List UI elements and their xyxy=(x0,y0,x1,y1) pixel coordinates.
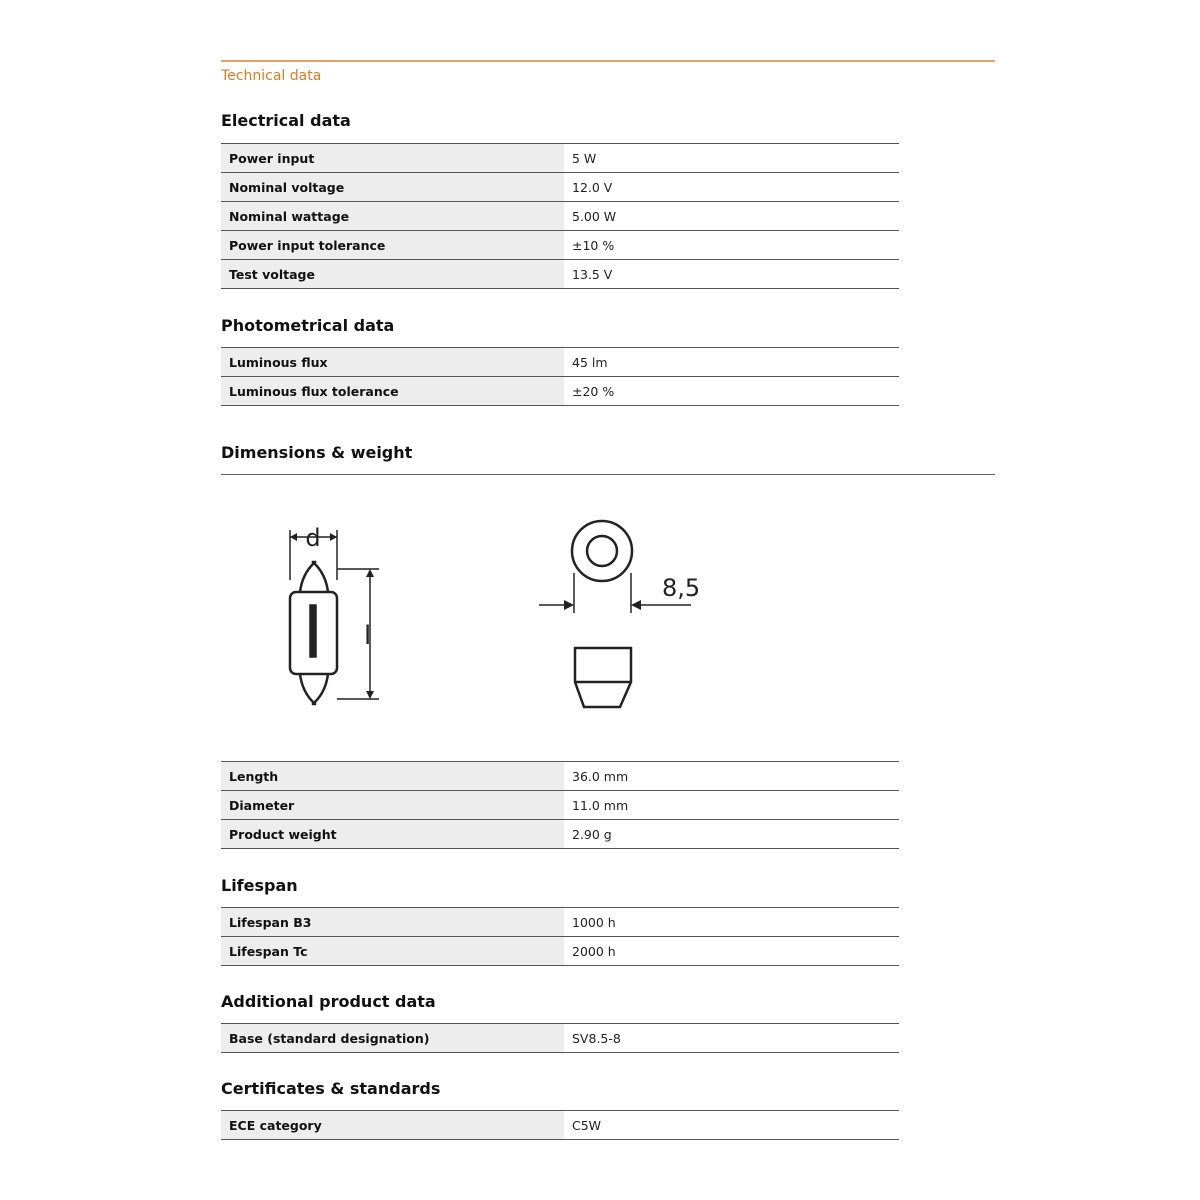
table-row xyxy=(221,908,899,937)
lamp-top-cap xyxy=(300,562,328,592)
lamp-filament xyxy=(310,605,316,657)
section-title-additional: Additional product data xyxy=(221,992,436,1011)
row-label: Diameter xyxy=(221,791,564,820)
section-title-photometrical: Photometrical data xyxy=(221,316,395,335)
table-row xyxy=(221,173,899,202)
table-row xyxy=(221,820,899,849)
row-label: Lifespan Tc xyxy=(221,937,564,966)
lifespan-table xyxy=(221,907,899,966)
dimension-drawing xyxy=(221,480,741,730)
row-value: 1000 h xyxy=(564,908,899,937)
row-label: Power input xyxy=(221,144,564,173)
row-value: ±10 % xyxy=(564,231,899,260)
row-label: Base (standard designation) xyxy=(221,1024,564,1053)
row-label: Product weight xyxy=(221,820,564,849)
table-row xyxy=(221,231,899,260)
table-row xyxy=(221,762,899,791)
table-row xyxy=(221,144,899,173)
row-value: C5W xyxy=(564,1111,899,1140)
table-row xyxy=(221,377,899,406)
row-label: Nominal wattage xyxy=(221,202,564,231)
row-value: SV8.5-8 xyxy=(564,1024,899,1053)
table-row xyxy=(221,202,899,231)
page-title: Technical data xyxy=(221,68,322,84)
row-value: 11.0 mm xyxy=(564,791,899,820)
table-row xyxy=(221,791,899,820)
row-value: ±20 % xyxy=(564,377,899,406)
dimensions-table xyxy=(221,761,899,849)
table-row xyxy=(221,1024,899,1053)
row-label: Length xyxy=(221,762,564,791)
section-title-dimensions: Dimensions & weight xyxy=(221,443,413,462)
row-value: 12.0 V xyxy=(564,173,899,202)
section-title-certificates: Certificates & standards xyxy=(221,1079,441,1098)
section-rule xyxy=(221,474,995,475)
row-label: Test voltage xyxy=(221,260,564,289)
electrical-table xyxy=(221,143,899,289)
diameter-label: d xyxy=(305,524,321,552)
table-row xyxy=(221,260,899,289)
certificates-table xyxy=(221,1110,899,1140)
table-row xyxy=(221,1111,899,1140)
row-label: Nominal voltage xyxy=(221,173,564,202)
row-value: 5.00 W xyxy=(564,202,899,231)
row-value: 2000 h xyxy=(564,937,899,966)
table-row xyxy=(221,937,899,966)
row-label: Power input tolerance xyxy=(221,231,564,260)
header-rule xyxy=(221,60,995,62)
row-label: Lifespan B3 xyxy=(221,908,564,937)
additional-table xyxy=(221,1023,899,1053)
row-label: ECE category xyxy=(221,1111,564,1140)
section-title-lifespan: Lifespan xyxy=(221,876,298,895)
length-label: l xyxy=(364,621,372,651)
row-value: 36.0 mm xyxy=(564,762,899,791)
photometrical-table xyxy=(221,347,899,406)
row-value: 45 lm xyxy=(564,348,899,377)
lamp-bottom-cap xyxy=(300,674,328,704)
row-value: 2.90 g xyxy=(564,820,899,849)
row-label: Luminous flux tolerance xyxy=(221,377,564,406)
row-value: 13.5 V xyxy=(564,260,899,289)
base-size-label: 8,5 xyxy=(662,574,701,602)
row-label: Luminous flux xyxy=(221,348,564,377)
row-value: 5 W xyxy=(564,144,899,173)
section-title-electrical: Electrical data xyxy=(221,111,351,130)
table-row xyxy=(221,348,899,377)
